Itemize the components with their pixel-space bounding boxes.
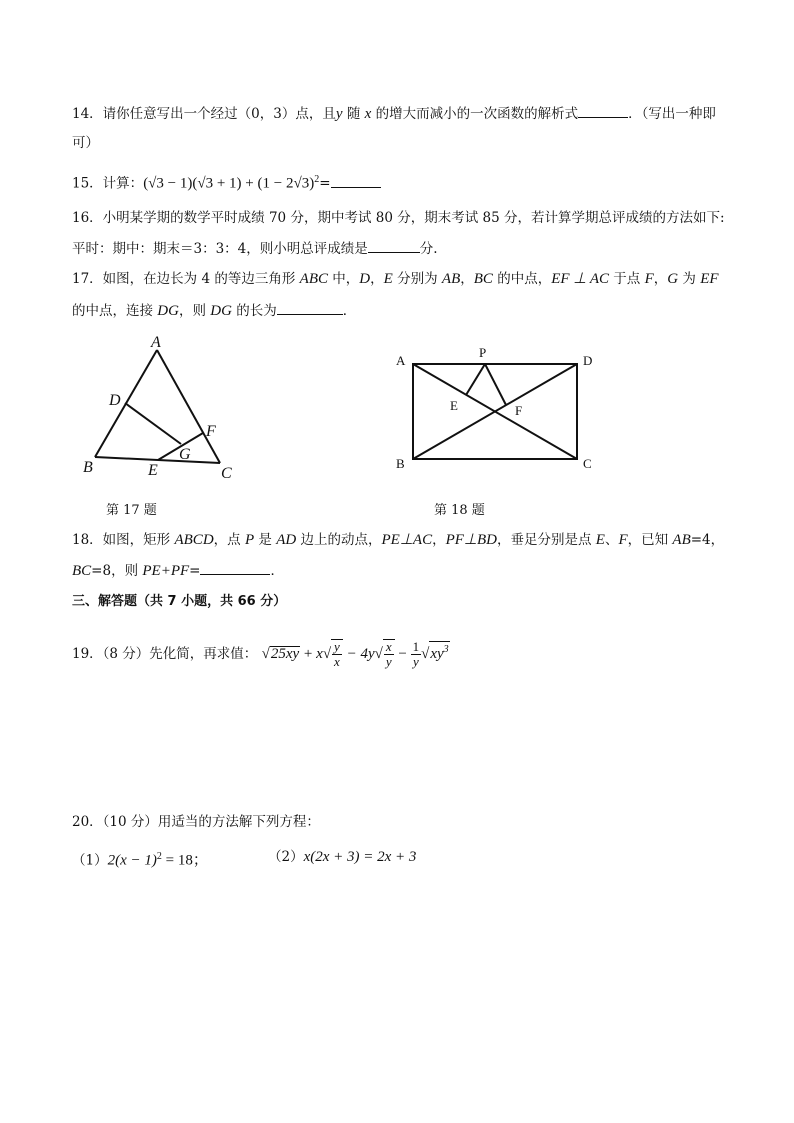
radical-3: √ $\frac{x}{y}$ [375,646,395,662]
question-15: 15．计算：$(√3 - 1)(√3 + 1) + (1 - 2√3)^2=$ [72,170,381,194]
var-y: y [335,106,343,122]
question-14-line-2: 可） [72,135,99,151]
var-x: x [364,106,372,122]
question-16-line-1: 16．小明某学期的数学平时成绩 70 分，期中考试 80 分，期末考试 85 分，若计算学期总评成绩的方法如下: [72,210,725,226]
expression: (√3 − 1)(√3 + 1) + (1 − 2√3) [143,175,315,192]
label-b: B [83,459,93,476]
fraction-one-over-y: $\frac{1}{y}$ [412,639,420,669]
radical-1: √25xy [261,646,300,662]
answer-blank[interactable] [277,300,343,315]
segment-dg [125,403,181,444]
label-b: B [396,456,405,471]
question-20: 20．（10 分）用适当的方法解下列方程： [72,814,320,830]
question-17-line-2: 的中点，连接 DG，则 DG 的长为 ． [72,300,356,321]
segment-pf [485,364,506,405]
label-c: C [221,465,232,482]
section-3-heading: 三、解答题（共 7 小题，共 66 分） [72,594,287,609]
radical-2: √ $\frac{y}{x}$ [323,646,343,662]
answer-blank[interactable] [578,103,628,118]
answer-blank[interactable] [200,560,270,575]
figure-18-caption: 第 18 题 [434,503,485,518]
label-a: A [151,334,161,351]
figure-17-triangle [75,330,255,490]
question-20-part-1: $(1)2(x - 1)^2 = 18$； [72,851,208,869]
label-e: E [148,462,158,479]
answer-blank[interactable] [331,173,381,188]
question-19: 19．（8 分）先化简，再求值： √25xy + x√ $\frac{y}{x}$ − 4y√ $\frac{x}{y}$ − $\frac{1}{y}$ $√xy^3$ [72,639,449,670]
figure-17-caption: 第 17 题 [106,503,157,518]
label-f: F [206,423,216,440]
answer-blank[interactable] [368,238,420,253]
figure-18-rectangle [390,340,605,475]
label-d: D [109,392,121,409]
question-20-part-2: （2）x(2x + 3) = 2x + 3 [268,849,417,865]
radical-4: $√xy^3$ [421,646,450,662]
label-g: G [179,446,191,463]
label-a: A [396,353,406,368]
segment-pe [466,364,485,395]
question-18-line-1: 18．如图，矩形 ABCD，点 P 是 AD 边上的动点，PE⊥AC，PF⊥BD，垂足分别是点 E、F，已知 AB=4， [72,532,725,548]
question-18-line-2: BC=8，则 PE+PF= ． [72,560,284,581]
question-14-line-1: 14．请你任意写出一个经过（0，3）点，且y 随 x 的增大而减小的一次函数的解析式 ．（写出一种即 [72,103,716,124]
label-c: C [583,456,592,471]
label-e: E [450,398,458,413]
question-17-line-1: 17．如图，在边长为 4 的等边三角形 ABC 中，D，E 分别为 AB，BC 的中点，EF ⊥ AC 于点 F，G 为 EF [72,271,719,287]
question-16-line-2: 平时：期中：期末＝3：3：4，则小明总评成绩是 分. [72,238,438,259]
label-f: F [515,403,523,418]
label-d: D [583,353,593,368]
label-p: P [479,345,487,360]
